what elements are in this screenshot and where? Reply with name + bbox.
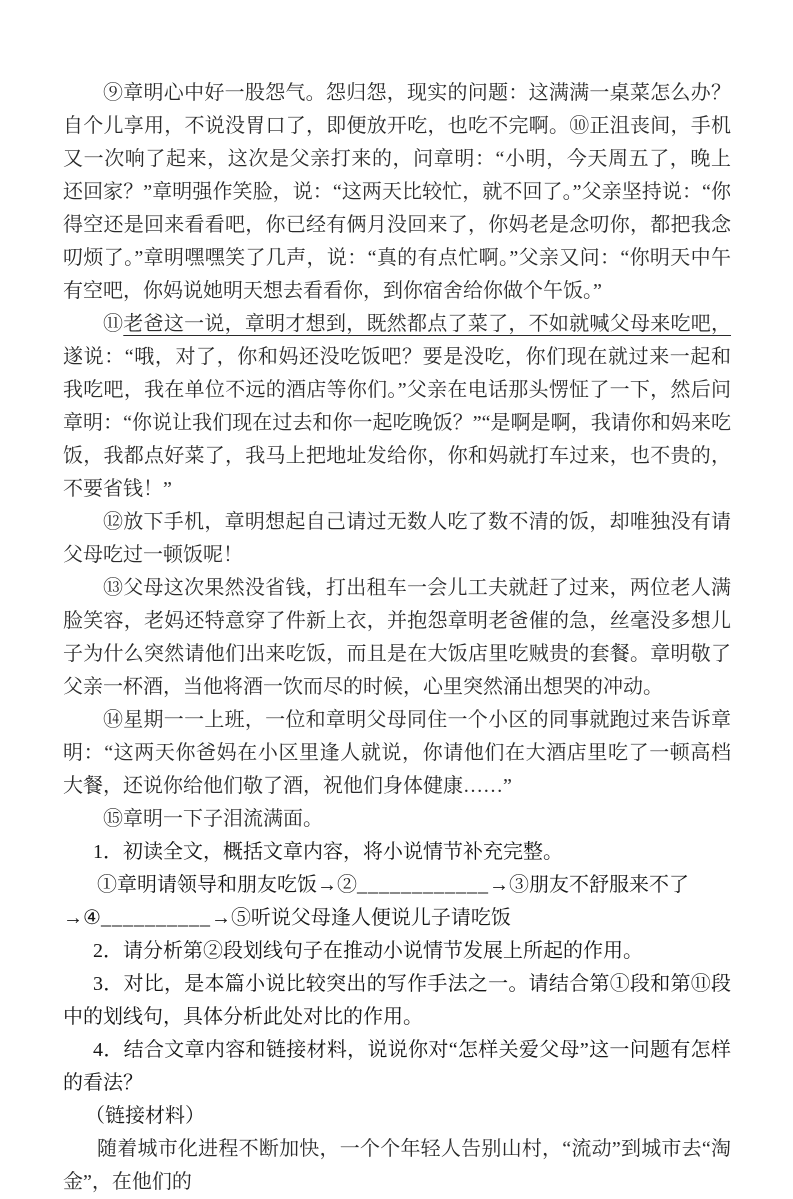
link-material-text: 随着城市化进程不断加快，一个个年轻人告别山村，“流动”到城市去“淘金”，在他们的: [63, 1138, 731, 1193]
questions-section: [63, 836, 731, 1199]
paragraph-11-marker: ⑪: [103, 313, 124, 335]
question-4: 4．结合文章内容和链接材料，说说你对“怎样关爱父母”这一问题有怎样的看法？: [63, 1039, 731, 1094]
flow-step-5: →⑤听说父母逢人便说儿子请吃饭: [210, 907, 511, 929]
underlined-key-sentence: 老爸这一说，章明才想到，既然都点了菜了，不如就喊父母来吃吧，: [123, 313, 732, 335]
story-paragraph-14: ⑭星期一一上班，一位和章明父母同住一个小区的同事就跑过来告诉章明：“这两天你爸妈在小区里逢人就说，你请他们在大酒店里吃了一顿高档大餐，还说你给他们敬了酒，祝他们身体健康……”: [63, 709, 731, 797]
link-material-label: （链接材料）: [85, 1105, 205, 1127]
flow-step-3: →③朋友不舒服来不了: [489, 874, 689, 896]
story-paragraph-15: ⑮章明一下子泪流满面。: [103, 808, 323, 830]
story-paragraph-11: [63, 308, 731, 506]
flow-steps-1-2: ①章明请领导和朋友吃饭→②: [97, 874, 357, 896]
answer-blank-4: __________: [100, 907, 211, 929]
flow-step-4: →④: [63, 907, 101, 929]
plot-flow-line-2: [63, 902, 731, 935]
answer-blank-2: ____________: [357, 874, 489, 896]
question-3: 3．对比，是本篇小说比较突出的写作手法之一。请结合第①段和第⑪段中的划线句，具体分析此处对比的作用。: [63, 973, 731, 1028]
paragraph-11-rest: 遂说：“哦，对了，你和妈还没吃饭吧？要是没吃，你们现在就过来一起和我吃吧，我在单位不远的酒店等你们。”父亲在电话那头愣怔了一下，然后问章明：“你说让我们现在过去和你一起吃晚饭？”“是啊是啊，我请你和妈来吃饭，我都点好菜了，我马上把地址发给你，你和妈就打车过来，也不贵的，不要省钱！”: [63, 346, 731, 500]
plot-flow-line-1: [63, 869, 731, 902]
story-paragraph-12: ⑫放下手机，章明想起自己请过无数人吃了数不清的饭，却唯独没有请父母吃过一顿饭呢！: [63, 511, 731, 566]
reading-passage: [63, 77, 731, 836]
story-paragraph-13: ⑬父母这次果然没省钱，打出租车一会儿工夫就赶了过来，两位老人满脸笑容，老妈还特意穿了件新上衣，并抱怨章明老爸催的急，丝毫没多想儿子为什么突然请他们出来吃饭，而且是在大饭店里吃贼贵的套餐。章明敬了父亲一杯酒，当他将酒一饮而尽的时候，心里突然涌出想哭的冲动。: [63, 577, 731, 698]
question-2: 2．请分析第②段划线句子在推动小说情节发展上所起的作用。: [93, 940, 643, 962]
question-1: 1．初读全文，概括文章内容，将小说情节补充完整。: [93, 841, 563, 863]
story-paragraph-9-10: ⑨章明心中好一股怨气。怨归怨，现实的问题：这满满一桌菜怎么办？自个儿享用，不说没胃口了，即便放开吃，也吃不完啊。⑩正沮丧间，手机又一次响了起来，这次是父亲打来的，问章明：“小明，今天周五了，晚上还回家？”章明强作笑脸，说：“这两天比较忙，就不回了。”父亲坚持说：“你得空还是回来看看吧，你已经有俩月没回来了，你妈老是念叨你，都把我念叨烦了。”章明嘿嘿笑了几声，说：“真的有点忙啊。”父亲又问：“你明天中午有空吧，你妈说她明天想去看看你，到你宿舍给你做个午饭。”: [63, 82, 731, 302]
